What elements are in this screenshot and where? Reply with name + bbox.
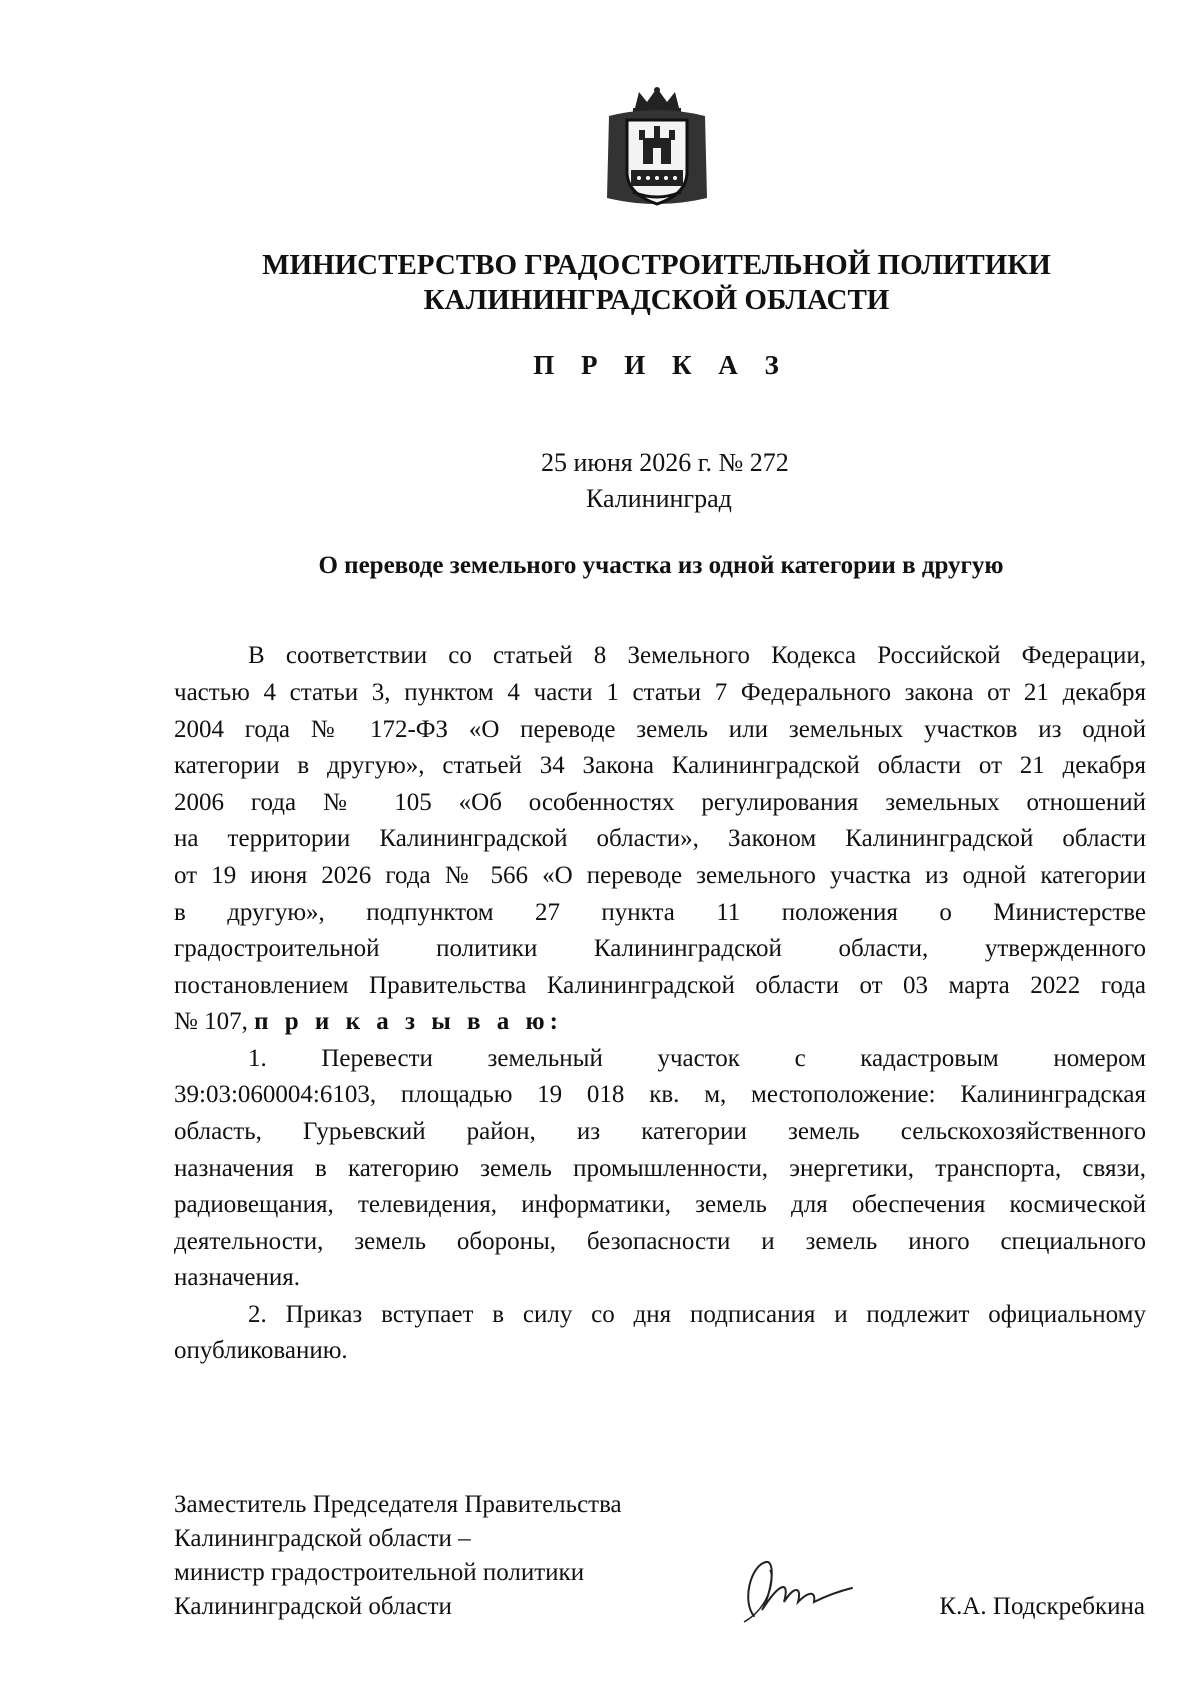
signatory-position-line: Калининградской области – — [174, 1525, 471, 1552]
preamble-end: № 107, — [174, 1008, 248, 1035]
order-date-number: 25 июня 2026 г. № 272 — [541, 448, 789, 477]
item1-line: 39:03:060004:6103, площадью 19 018 кв. м, местоположение: Калининградская — [174, 1081, 1146, 1108]
body-line: категории в другую», статьей 34 Закона Калининградской области от 21 декабря — [174, 752, 1146, 779]
signatory-position-line: Заместитель Председателя Правительства — [174, 1491, 622, 1518]
item1-line: радиовещания, телевидения, информатики, земель для обеспечения космической — [174, 1191, 1146, 1218]
body-line: В соответствии со статьей 8 Земельного Кодекса Российской Федерации, — [248, 642, 1146, 669]
ministry-name-line1: МИНИСТЕРСТВО ГРАДОСТРОИТЕЛЬНОЙ ПОЛИТИКИ — [262, 249, 1051, 281]
body-line: на территории Калининградской области», Законом Калининградской области — [174, 825, 1146, 852]
document-type-title: П Р И К А З — [533, 350, 789, 380]
body-line: 2006 года № 105 «Об особенностях регулирования земельных отношений — [174, 789, 1146, 816]
body-line: в другую», подпунктом 27 пункта 11 положения о Министерстве — [174, 899, 1146, 926]
order-subject: О переводе земельного участка из одной категории в другую — [318, 552, 1004, 579]
item1-line: назначения. — [174, 1264, 301, 1291]
item1-line: область, Гурьевский район, из категории земель сельскохозяйственного — [174, 1118, 1146, 1145]
body-line: частью 4 статьи 3, пунктом 4 части 1 статьи 7 Федерального закона от 21 декабря — [174, 679, 1146, 706]
order-city: Калининград — [586, 484, 732, 513]
order-word: п р и к а з ы в а ю: — [254, 1008, 563, 1035]
order-clause — [174, 1007, 1146, 1037]
item1-line: деятельности, земель обороны, безопасности и земель иного специального — [174, 1228, 1146, 1255]
ministry-name-line2: КАЛИНИНГРАДСКОЙ ОБЛАСТИ — [423, 284, 890, 316]
body-line: 2004 года № 172-ФЗ «О переводе земель или земельных участков из одной — [174, 716, 1146, 743]
body-line: от 19 июня 2026 года № 566 «О переводе земельного участка из одной категории — [174, 862, 1146, 889]
signatory-name: К.А. Подскребкина — [939, 1593, 1145, 1620]
handwritten-signature — [736, 1552, 856, 1628]
item2-line: опубликованию. — [174, 1337, 348, 1364]
item2-line: 2. Приказ вступает в силу со дня подписания и подлежит официальному — [248, 1301, 1146, 1328]
body-line: постановлением Правительства Калининградской области от 03 марта 2022 года — [174, 972, 1146, 999]
signatory-position-line: Калининградской области — [174, 1593, 452, 1620]
item1-line: назначения в категорию земель промышленности, энергетики, транспорта, связи, — [174, 1155, 1146, 1182]
item1-line: 1. Перевести земельный участок с кадастровым номером — [248, 1045, 1146, 1072]
body-line: градостроительной политики Калининградской области, утвержденного — [174, 935, 1146, 962]
coat-of-arms-emblem — [603, 86, 711, 210]
signatory-position-line: министр градостроительной политики — [174, 1559, 585, 1586]
